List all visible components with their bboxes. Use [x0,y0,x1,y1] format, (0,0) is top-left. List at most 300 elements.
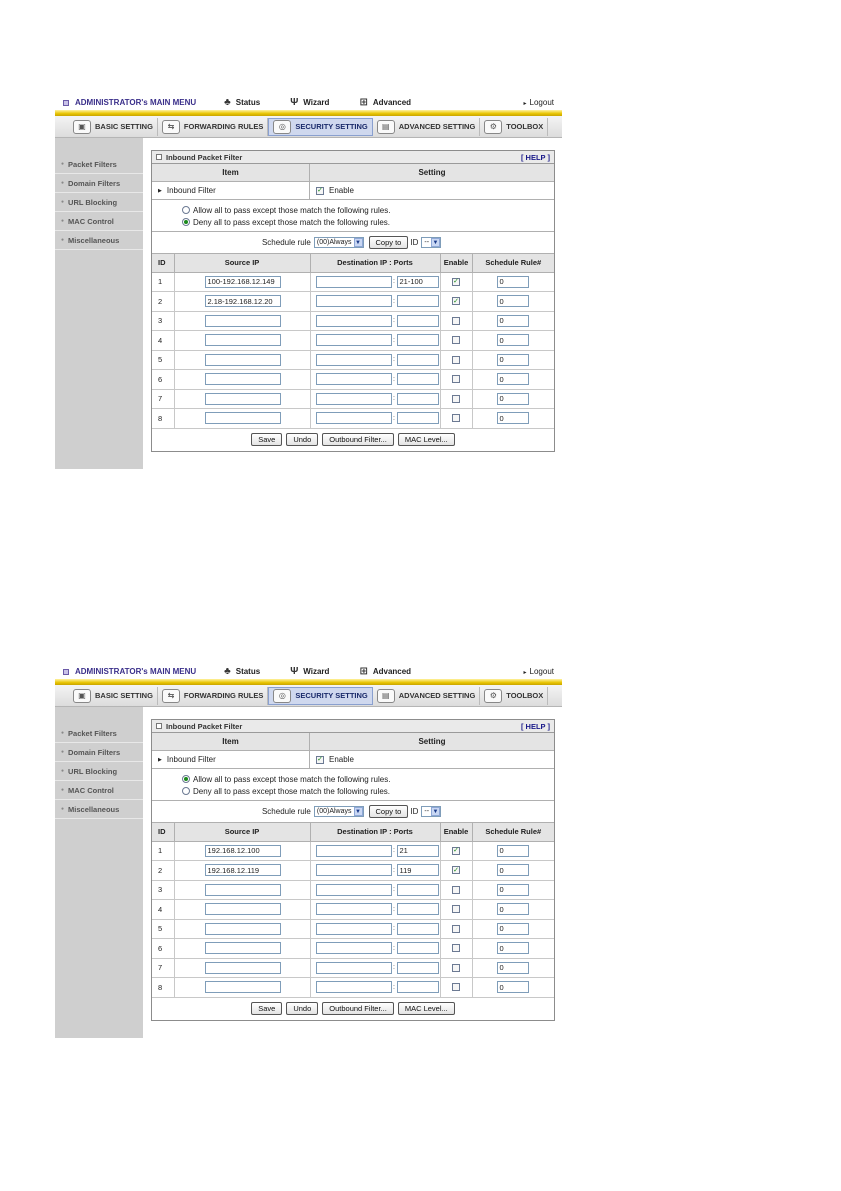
enable-filter-checkbox[interactable]: ✓ [317,756,323,763]
source-ip-input[interactable] [205,884,281,896]
port-separator: : [393,278,395,286]
port-separator: : [393,336,395,344]
rule-id: 7 [152,389,174,409]
sidebar-item-label: Domain Filters [68,747,121,757]
tab-advanced-setting[interactable] [373,687,481,705]
rule-enable-checkbox[interactable] [452,414,460,422]
bullet-icon: ● [61,180,65,186]
port-separator: : [393,944,395,952]
policy-radio-group [152,200,554,232]
table-row [152,409,554,429]
forward-icon: ⇆ [162,120,180,134]
table-row [152,880,554,900]
allow-radio[interactable] [182,775,190,783]
th-id: ID [152,823,174,841]
source-ip-input[interactable] [205,923,281,935]
action-buttons [152,998,554,1020]
rules-table-header [152,254,554,272]
table-row [152,861,554,881]
source-ip-input[interactable]: 192.168.12.119 [205,864,281,876]
source-ip-input[interactable] [205,354,281,366]
toolbox-icon: ⚙ [484,120,502,134]
row-arrow-icon: ▶ [158,187,162,194]
sidebar-item-label: URL Blocking [68,766,118,776]
computer-icon: ▣ [73,120,91,134]
destination-ip-input[interactable] [316,942,392,954]
tab-label: FORWARDING RULES [183,691,264,700]
tab-label: TOOLBOX [506,122,544,131]
toolbox-icon: ⚙ [484,689,502,703]
destination-ip-input[interactable] [316,981,392,993]
th-id: ID [152,254,174,272]
destination-port-input[interactable] [397,981,439,993]
deny-text: Deny all to pass except those match the following rules. [193,786,390,796]
rule-id: 4 [152,331,174,351]
rule-id: 3 [152,311,174,331]
source-ip-input[interactable] [205,962,281,974]
source-ip-input[interactable] [205,981,281,993]
source-ip-input[interactable]: 2.18-192.168.12.20 [205,295,281,307]
logout-label: Logout [529,667,554,676]
sidebar-item-mac-control[interactable] [55,781,143,800]
policy-radio-group [152,769,554,801]
rule-enable-checkbox[interactable] [452,983,460,991]
sidebar-item-packet-filters[interactable] [55,155,143,174]
destination-ip-input[interactable] [316,884,392,896]
destination-port-input[interactable] [397,942,439,954]
logout-label: Logout [529,98,554,107]
rule-id: 3 [152,880,174,900]
id-select-value: -- [424,808,430,815]
id-select[interactable] [421,237,441,248]
undo-button[interactable]: Undo [286,433,318,446]
table-row [152,292,554,312]
copy-to-button[interactable]: Copy to [369,805,409,818]
schedule-rule-input[interactable]: 0 [497,295,529,307]
th-destination: Destination IP : Ports [310,254,440,272]
wizard-icon: Ψ [290,666,299,677]
rule-id: 6 [152,939,174,959]
wizard-link[interactable] [290,666,329,677]
rule-enable-checkbox[interactable] [452,395,460,403]
destination-port-input[interactable] [397,373,439,385]
destination-port-input[interactable] [397,354,439,366]
panel-title-icon [156,154,162,160]
logout-link[interactable] [524,667,554,676]
rule-enable-checkbox[interactable] [452,317,460,325]
chevron-down-icon: ▼ [432,239,439,246]
rule-enable-checkbox[interactable] [452,944,460,952]
rule-enable-checkbox[interactable]: ✓ [453,278,459,286]
tab-label: TOOLBOX [506,691,544,700]
rule-enable-checkbox[interactable] [452,336,460,344]
destination-ip-input[interactable] [316,373,392,385]
port-separator: : [393,866,395,874]
sidebar-item-domain-filters[interactable] [55,743,143,762]
top-menu-bar [55,95,562,110]
id-select[interactable] [421,806,441,817]
th-source-ip: Source IP [174,823,310,841]
sidebar-item-label: Packet Filters [68,728,117,738]
schedule-rule-row [152,232,554,254]
port-separator: : [393,964,395,972]
inbound-filter-row [152,751,554,769]
help-link[interactable]: [ HELP ] [520,721,550,731]
destination-ip-input[interactable] [316,315,392,327]
table-row [152,939,554,959]
rule-id: 1 [152,272,174,292]
rules-table [152,823,554,998]
allow-text: Allow all to pass except those match the following rules. [193,205,391,215]
tab-label: BASIC SETTING [95,122,153,131]
item-setting-header [152,164,554,182]
rule-enable-checkbox[interactable] [452,886,460,894]
wizard-icon: Ψ [290,97,299,108]
schedule-rule-input[interactable]: 0 [497,864,529,876]
tab-bar [55,685,562,707]
inbound-filter-panel [151,150,555,452]
schedule-rule-input[interactable]: 0 [497,962,529,974]
sidebar-item-miscellaneous[interactable] [55,800,143,819]
sidebar [55,138,143,469]
id-label: ID [410,807,419,816]
schedule-rule-input[interactable]: 0 [497,334,529,346]
table-row [152,958,554,978]
tab-label: FORWARDING RULES [183,122,264,131]
schedule-rule-input[interactable]: 0 [497,845,529,857]
advanced-label: Advanced [372,98,412,107]
tab-toolbox[interactable] [480,118,548,136]
destination-ip-input[interactable] [316,923,392,935]
schedule-rule-input[interactable]: 0 [497,923,529,935]
allow-radio[interactable] [182,206,190,214]
destination-ip-input[interactable] [316,864,392,876]
tab-basic-setting[interactable] [69,118,158,136]
schedule-rule-input[interactable]: 0 [497,903,529,915]
outbound-filter-button[interactable]: Outbound Filter... [322,1002,394,1015]
source-ip-input[interactable]: 192.168.12.100 [205,845,281,857]
port-separator: : [393,395,395,403]
security-icon: ◎ [273,120,291,134]
th-enable: Enable [440,823,472,841]
sidebar-item-label: Packet Filters [68,159,117,169]
destination-ip-input[interactable] [316,354,392,366]
rule-enable-checkbox[interactable] [452,905,460,913]
status-link[interactable] [224,97,260,108]
sidebar [55,707,143,1038]
port-separator: : [393,414,395,422]
id-label: ID [410,238,419,247]
rule-id: 4 [152,900,174,920]
radio-selected-dot [184,220,188,224]
port-separator: : [393,886,395,894]
schedule-rule-input[interactable]: 0 [497,942,529,954]
undo-button[interactable]: Undo [286,1002,318,1015]
schedule-select-value: (00)Always [316,808,352,815]
advanced-link[interactable] [359,666,411,677]
save-button[interactable]: Save [251,1002,282,1015]
schedule-rule-input[interactable]: 0 [497,276,529,288]
advanced-link[interactable] [359,97,411,108]
tab-toolbox[interactable] [480,687,548,705]
rule-id: 2 [152,292,174,312]
tab-label: SECURITY SETTING [295,122,368,131]
rule-id: 1 [152,841,174,861]
rule-id: 8 [152,978,174,998]
source-ip-input[interactable] [205,334,281,346]
table-row [152,370,554,390]
advanced-setting-icon: ▤ [377,120,395,134]
destination-ip-input[interactable] [316,962,392,974]
top-menu-bar [55,664,562,679]
tab-bar [55,116,562,138]
advanced-icon: ⊞ [359,666,368,677]
port-separator: : [393,925,395,933]
logout-link[interactable] [524,98,554,107]
rule-enable-checkbox[interactable] [452,964,460,972]
status-icon: ♣ [224,666,231,677]
sidebar-item-mac-control[interactable] [55,212,143,231]
sidebar-item-label: URL Blocking [68,197,118,207]
bullet-icon: ● [61,161,65,167]
bullet-icon: ● [61,730,65,736]
wizard-label: Wizard [303,98,330,107]
mac-level-button[interactable]: MAC Level... [398,1002,455,1015]
panel-title-bar [152,151,554,164]
th-schedule: Schedule Rule# [472,254,554,272]
schedule-rule-label: Schedule rule [261,238,311,247]
port-separator: : [393,297,395,305]
rules-table-body [152,272,554,428]
bullet-icon: ● [61,768,65,774]
status-label: Status [235,667,261,676]
chevron-down-icon: ▼ [355,239,361,246]
bullet-icon: ● [61,787,65,793]
bullet-icon: ● [61,237,65,243]
panel-title: Inbound Packet Filter [166,152,243,162]
computer-icon: ▣ [73,689,91,703]
destination-ip-input[interactable] [316,845,392,857]
chevron-down-icon: ▼ [355,808,361,815]
destination-port-input[interactable] [397,393,439,405]
tab-forwarding-rules[interactable] [158,118,268,136]
outbound-filter-button[interactable]: Outbound Filter... [322,433,394,446]
destination-ip-input[interactable] [316,393,392,405]
mac-level-button[interactable]: MAC Level... [398,433,455,446]
schedule-rule-input[interactable]: 0 [497,393,529,405]
destination-port-input[interactable] [397,412,439,424]
sidebar-item-packet-filters[interactable] [55,724,143,743]
sidebar-item-miscellaneous[interactable] [55,231,143,250]
deny-radio[interactable] [182,787,190,795]
tab-label: BASIC SETTING [95,691,153,700]
source-ip-input[interactable]: 100-192.168.12.149 [205,276,281,288]
admin-main-menu-label[interactable]: ADMINISTRATOR's MAIN MENU [75,667,197,676]
table-row [152,272,554,292]
sidebar-item-domain-filters[interactable] [55,174,143,193]
logout-arrow-icon: ▸ [523,670,527,676]
rule-enable-checkbox[interactable]: ✓ [453,297,459,305]
rule-id: 5 [152,350,174,370]
advanced-label: Advanced [372,667,412,676]
destination-ip-input[interactable] [316,412,392,424]
tab-basic-setting[interactable] [69,687,158,705]
panel-title: Inbound Packet Filter [166,721,243,731]
wizard-label: Wizard [303,667,330,676]
chevron-down-icon: ▼ [432,808,439,815]
rule-enable-checkbox[interactable] [452,356,460,364]
sidebar-item-url-blocking[interactable] [55,193,143,212]
inbound-filter-panel [151,719,555,1021]
destination-port-input[interactable] [397,315,439,327]
table-row [152,919,554,939]
rules-table-body [152,841,554,997]
source-ip-input[interactable] [205,315,281,327]
table-row [152,841,554,861]
schedule-rule-input[interactable]: 0 [497,412,529,424]
sidebar-item-url-blocking[interactable] [55,762,143,781]
id-select-value: -- [424,239,430,246]
forward-icon: ⇆ [162,689,180,703]
schedule-select[interactable] [314,237,364,248]
destination-ip-input[interactable] [316,276,392,288]
table-row [152,311,554,331]
rules-table [152,254,554,429]
destination-ip-input[interactable] [316,903,392,915]
destination-port-input[interactable] [397,884,439,896]
rule-enable-checkbox[interactable]: ✓ [453,847,459,855]
inbound-filter-label: Inbound Filter [166,186,216,195]
table-row [152,389,554,409]
rule-enable-checkbox[interactable]: ✓ [453,866,459,874]
inbound-filter-row [152,182,554,200]
wizard-link[interactable] [290,97,329,108]
allow-text: Allow all to pass except those match the following rules. [193,774,391,784]
schedule-rule-input[interactable]: 0 [497,981,529,993]
panel-title-bar [152,720,554,733]
schedule-rule-input[interactable]: 0 [497,354,529,366]
col-item-header: Item [152,164,310,181]
help-link[interactable]: [ HELP ] [520,152,550,162]
bullet-icon: ● [61,218,65,224]
status-icon: ♣ [224,97,231,108]
port-separator: : [393,317,395,325]
action-buttons [152,429,554,451]
destination-port-input[interactable] [397,923,439,935]
row-arrow-icon: ▶ [158,756,162,763]
destination-port-input[interactable] [397,334,439,346]
source-ip-input[interactable] [205,373,281,385]
menu-bullet-icon [63,100,69,106]
schedule-rule-input[interactable]: 0 [497,315,529,327]
schedule-rule-label: Schedule rule [261,807,311,816]
tab-advanced-setting[interactable] [373,118,481,136]
advanced-icon: ⊞ [359,97,368,108]
copy-to-button[interactable]: Copy to [369,236,409,249]
destination-port-input[interactable] [397,295,439,307]
bullet-icon: ● [61,806,65,812]
schedule-rule-input[interactable]: 0 [497,373,529,385]
security-icon: ◎ [273,689,291,703]
deny-radio[interactable] [182,218,190,226]
table-row [152,900,554,920]
rule-id: 5 [152,919,174,939]
status-label: Status [235,98,261,107]
source-ip-input[interactable] [205,903,281,915]
panel-title-icon [156,723,162,729]
port-separator: : [393,905,395,913]
schedule-rule-input[interactable]: 0 [497,884,529,896]
port-separator: : [393,847,395,855]
destination-port-input[interactable] [397,962,439,974]
tab-forwarding-rules[interactable] [158,687,268,705]
rule-id: 2 [152,861,174,881]
port-separator: : [393,375,395,383]
col-item-header: Item [152,733,310,750]
sidebar-item-label: MAC Control [68,216,114,226]
destination-port-input[interactable]: 21 [397,845,439,857]
port-separator: : [393,983,395,991]
source-ip-input[interactable] [205,393,281,405]
source-ip-input[interactable] [205,412,281,424]
destination-port-input[interactable]: 21-100 [397,276,439,288]
logout-arrow-icon: ▸ [523,101,527,107]
deny-text: Deny all to pass except those match the following rules. [193,217,390,227]
col-setting-header: Setting [418,737,446,746]
destination-port-input[interactable]: 119 [397,864,439,876]
enable-filter-checkbox[interactable]: ✓ [317,187,323,194]
table-row [152,978,554,998]
enable-label: Enable [329,755,354,764]
admin-main-menu-label[interactable]: ADMINISTRATOR's MAIN MENU [75,98,197,107]
sidebar-item-label: Domain Filters [68,178,121,188]
table-row [152,350,554,370]
inbound-filter-label: Inbound Filter [166,755,216,764]
schedule-select-value: (00)Always [316,239,352,246]
router-screen-2 [55,664,562,1038]
rule-enable-checkbox[interactable] [452,925,460,933]
status-link[interactable] [224,666,260,677]
th-source-ip: Source IP [174,254,310,272]
radio-selected-dot [184,777,188,781]
save-button[interactable]: Save [251,433,282,446]
destination-ip-input[interactable] [316,334,392,346]
menu-bullet-icon [63,669,69,675]
tab-label: ADVANCED SETTING [398,691,476,700]
th-destination: Destination IP : Ports [310,823,440,841]
bullet-icon: ● [61,199,65,205]
tab-label: ADVANCED SETTING [398,122,476,131]
destination-ip-input[interactable] [316,295,392,307]
schedule-select[interactable] [314,806,364,817]
port-separator: : [393,356,395,364]
rule-enable-checkbox[interactable] [452,375,460,383]
col-setting-header: Setting [418,168,446,177]
destination-port-input[interactable] [397,903,439,915]
tab-label: SECURITY SETTING [295,691,368,700]
rule-id: 7 [152,958,174,978]
source-ip-input[interactable] [205,942,281,954]
tab-security-setting[interactable] [268,118,372,136]
item-setting-header [152,733,554,751]
tab-security-setting[interactable] [268,687,372,705]
sidebar-item-label: Miscellaneous [68,804,120,814]
rule-id: 8 [152,409,174,429]
enable-label: Enable [329,186,354,195]
sidebar-item-label: MAC Control [68,785,114,795]
th-enable: Enable [440,254,472,272]
th-schedule: Schedule Rule# [472,823,554,841]
